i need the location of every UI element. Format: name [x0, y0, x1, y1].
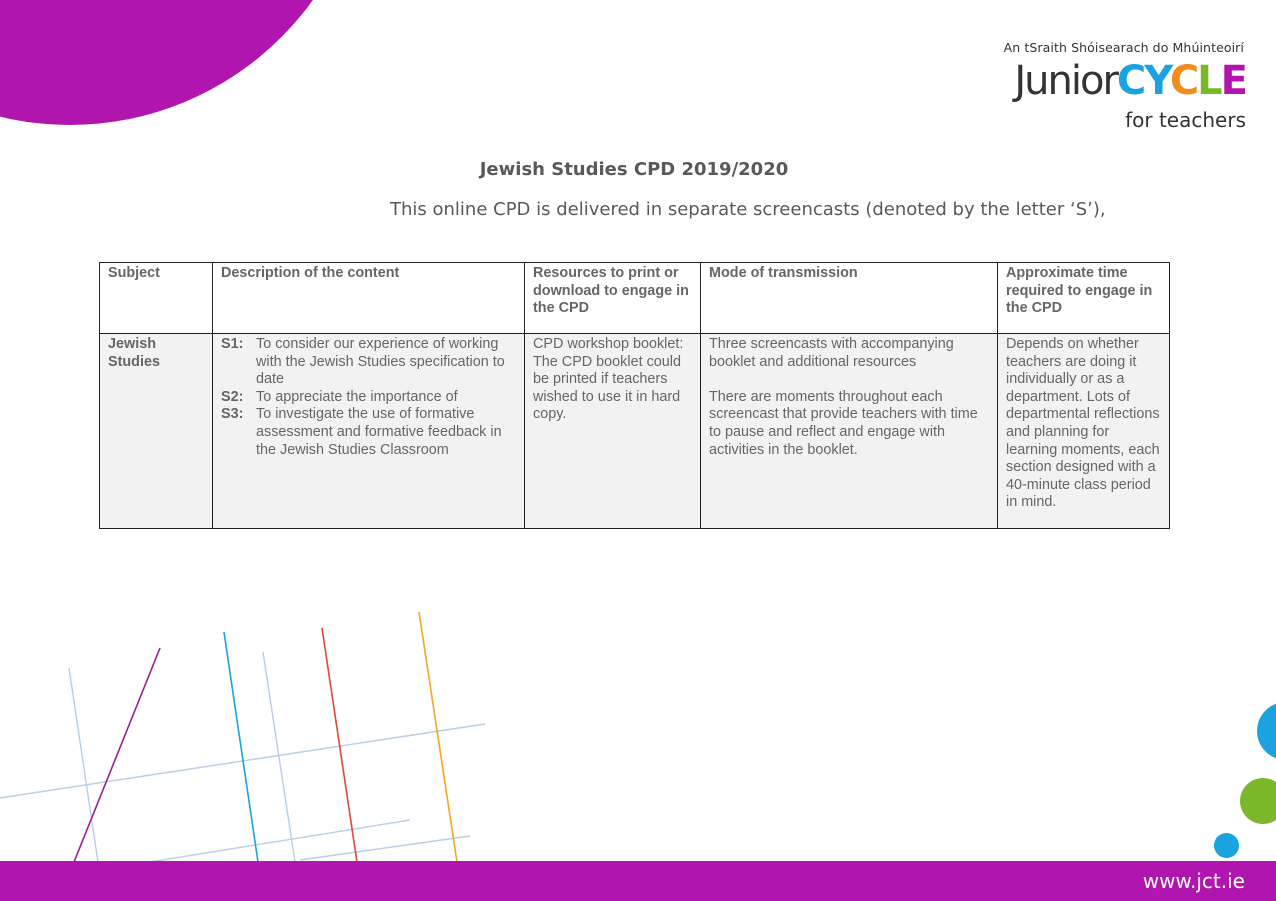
header-time: Approximate time required to engage in the CPD: [998, 263, 1170, 334]
mode-paragraph: Three screencasts with accompanying booklet and additional resources: [709, 336, 954, 370]
cell-subject: Jewish Studies: [100, 334, 213, 529]
green-circle-decoration: [1240, 778, 1276, 824]
cell-time: Depends on whether teachers are doing it individually or as a department. Lots of departmental reflections and planning for learning moments, each section designed with a 40-minute class period in mind.: [998, 334, 1170, 529]
screencast-text: To investigate the use of formative assessment and formative feedback in the Jewish Studies Classroom: [256, 406, 502, 458]
logo-letter: C: [1169, 58, 1198, 104]
table-row: [100, 334, 1170, 529]
document-title: Jewish Studies CPD 2019/2020: [479, 159, 789, 180]
document-subtitle: This online CPD is delivered in separate screencasts (denoted by the letter ‘S’),: [390, 199, 1106, 220]
logo-junior: Junior: [1014, 58, 1117, 104]
cpd-table: [99, 262, 1170, 529]
cell-resources: CPD workshop booklet: The CPD booklet could be printed if teachers wished to use it in hard copy.: [525, 334, 701, 529]
header-description: Description of the content: [213, 263, 525, 334]
screencast-text: To appreciate the importance of: [256, 388, 458, 405]
screencast-code: S2:: [221, 388, 244, 405]
cell-description: [213, 334, 525, 529]
small-blue-circle-decoration: [1214, 833, 1239, 858]
table-header-row: [100, 263, 1170, 334]
screencast-item-s3: [221, 406, 516, 459]
cell-mode: [701, 334, 998, 529]
logo-letter: C: [1116, 58, 1145, 104]
header-resources: Resources to print or download to engage in the CPD: [525, 263, 701, 334]
decorative-lines: [0, 600, 520, 862]
logo-letter: L: [1197, 58, 1221, 104]
blue-circle-decoration: [1257, 702, 1276, 760]
logo-wordmark: [1004, 58, 1246, 110]
logo-letter: Y: [1144, 58, 1170, 104]
logo-cycle: [1117, 58, 1246, 104]
logo-tagline: An tSraith Shóisearach do Mhúinteoirí: [1003, 40, 1244, 55]
website-link[interactable]: www.jct.ie: [1142, 869, 1245, 893]
screencast-item-s2: [221, 389, 516, 407]
header-mode: Mode of transmission: [701, 263, 998, 334]
screencast-code: S1:: [221, 336, 244, 352]
mode-paragraph: There are moments throughout each screencast that provide teachers with time to pause and reflect and engage with activities in the booklet.: [709, 388, 978, 458]
screencast-text: To consider our experience of working with the Jewish Studies specification to date: [256, 336, 505, 388]
junior-cycle-logo: [1004, 40, 1246, 132]
screencast-item-s1: [221, 336, 516, 389]
header-subject: Subject: [100, 263, 213, 334]
corner-decoration: [0, 0, 370, 125]
logo-sub: for teachers: [1125, 108, 1246, 132]
footer-bar: [0, 861, 1276, 901]
screencast-code: S3:: [221, 406, 244, 423]
logo-letter: E: [1220, 58, 1246, 104]
